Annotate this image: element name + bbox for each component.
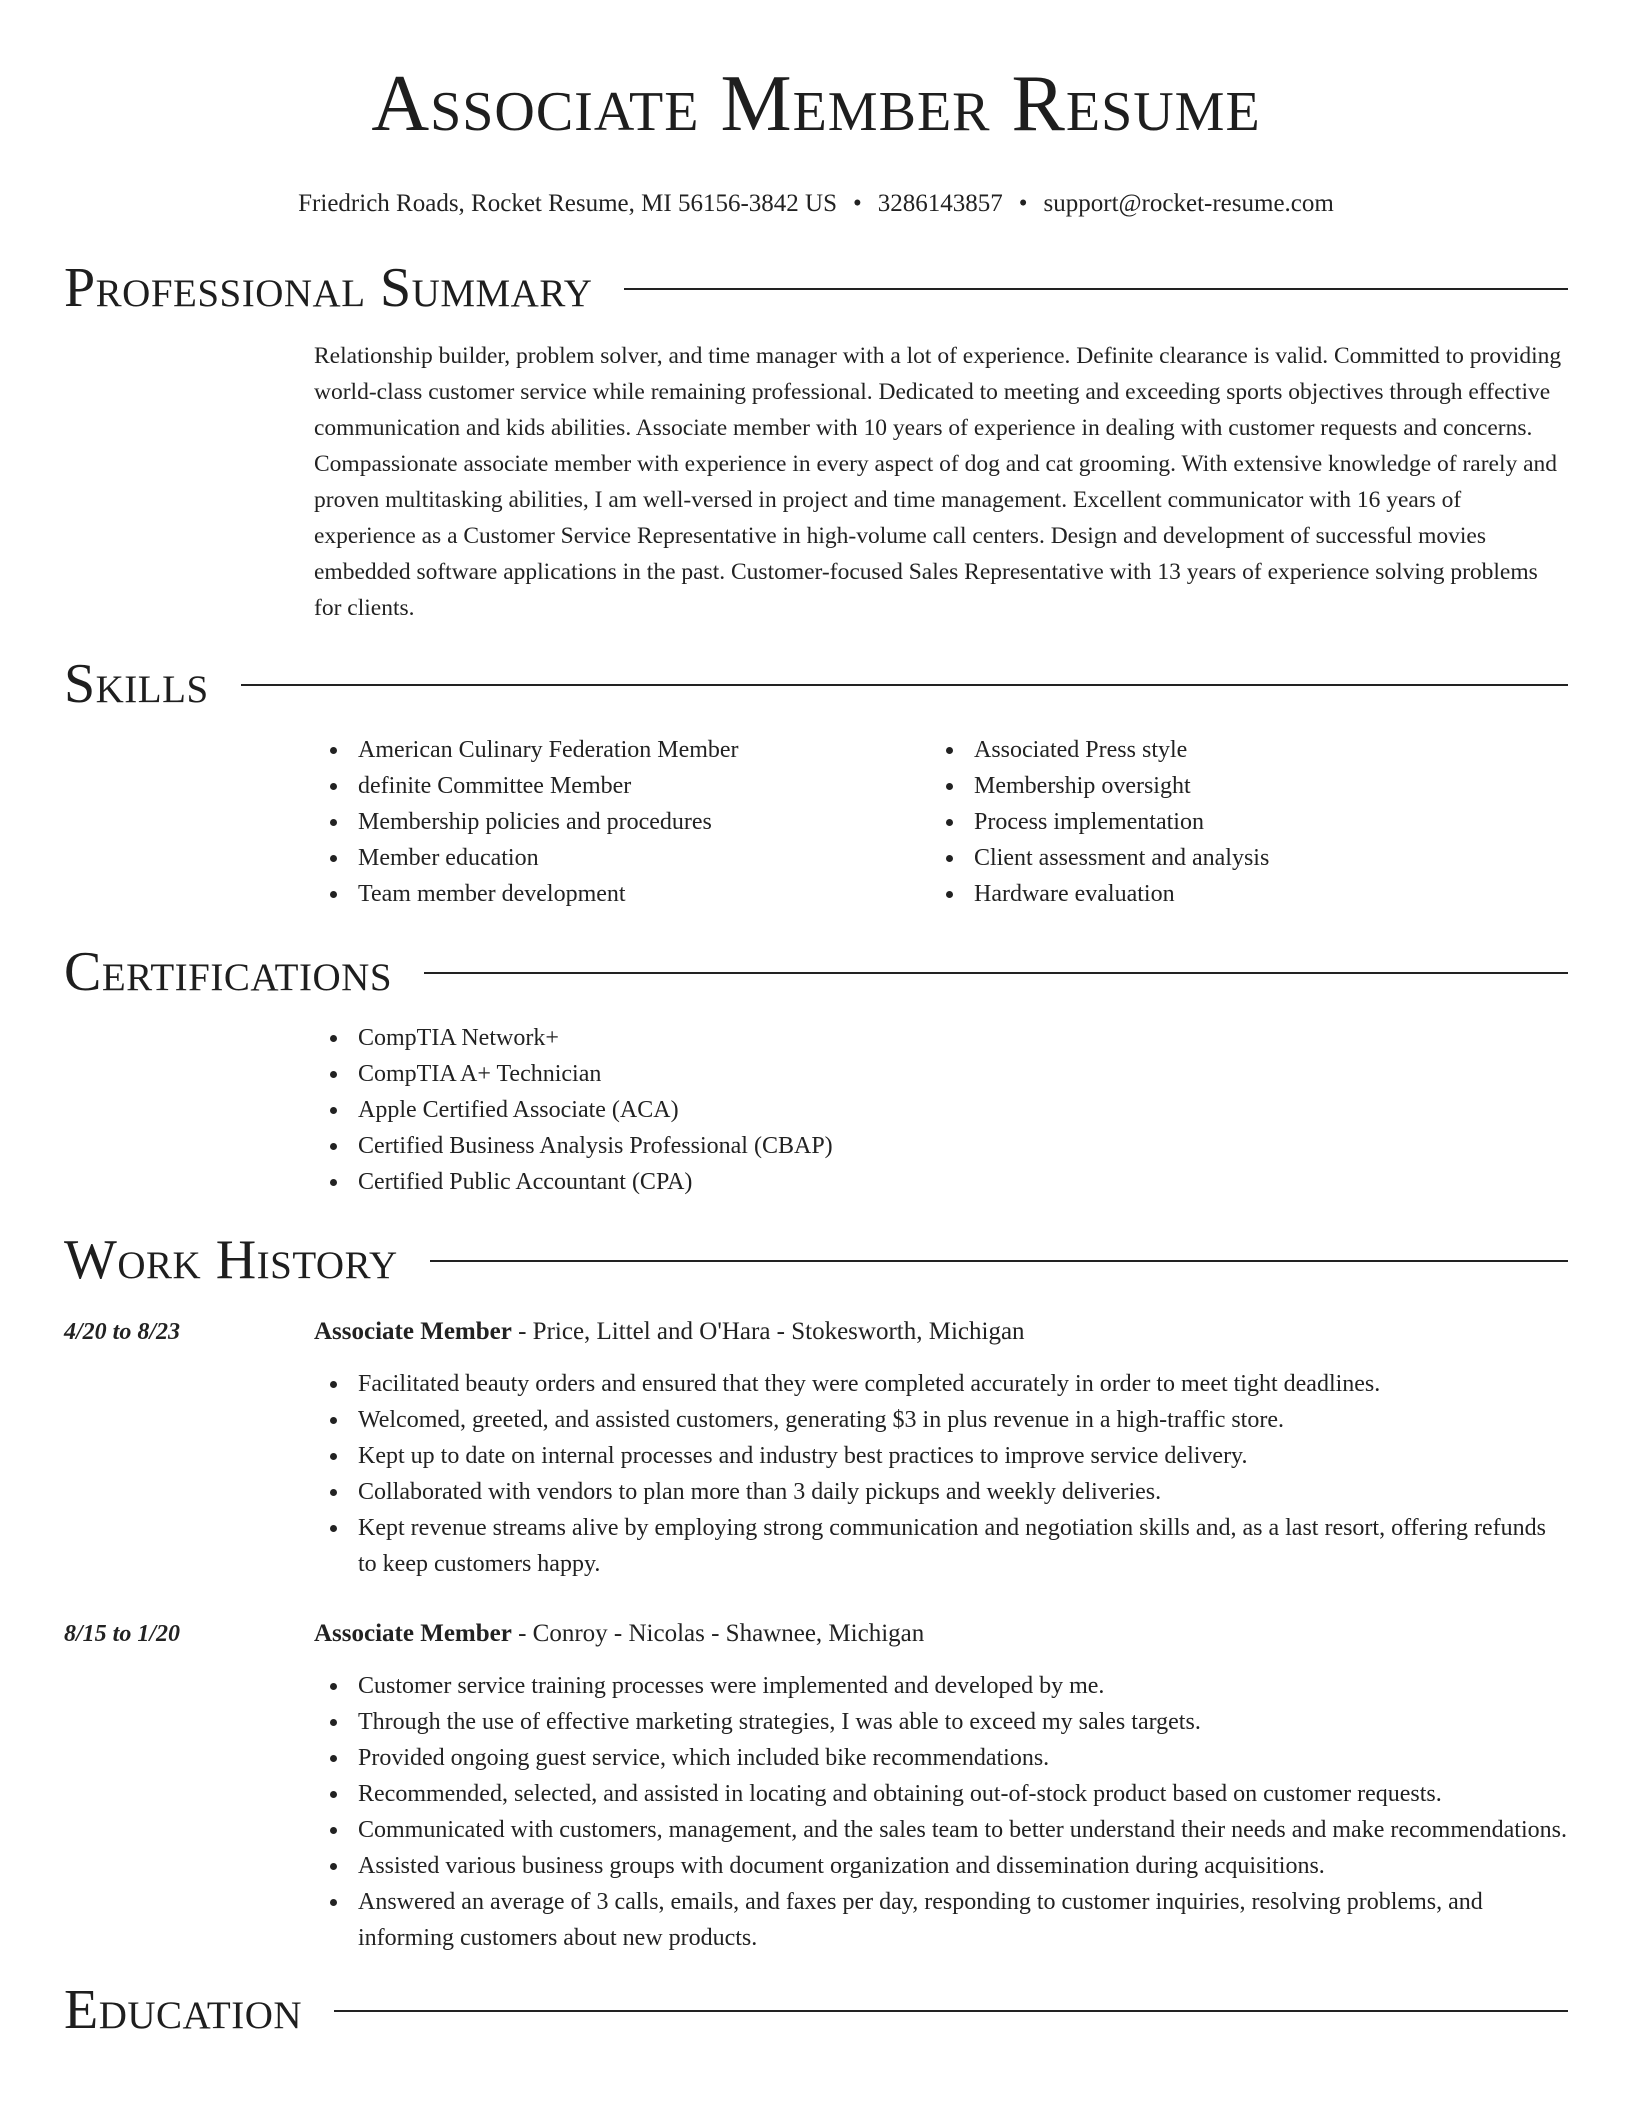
skill-item: Team member development xyxy=(314,876,930,912)
work-section-header xyxy=(64,1230,1568,1290)
job-duty: Kept revenue streams alive by employing strong communication and negotiation skills and, as a last resort, offering refunds to keep customers happy. xyxy=(314,1510,1568,1582)
work-heading: Work History xyxy=(64,1229,398,1291)
skill-item: Client assessment and analysis xyxy=(930,840,1546,876)
job-duty: Customer service training processes were implemented and developed by me. xyxy=(314,1668,1568,1704)
job-content xyxy=(314,1616,1568,1956)
contact-phone: 3286143857 xyxy=(877,190,1003,217)
skill-item: definite Committee Member xyxy=(314,768,930,804)
job-duty: Collaborated with vendors to plan more than 3 daily pickups and weekly deliveries. xyxy=(314,1474,1568,1510)
summary-heading: Professional Summary xyxy=(64,257,593,319)
certification-item: CompTIA Network+ xyxy=(314,1020,1568,1056)
certifications-heading: Certifications xyxy=(64,941,393,1003)
job-title-line xyxy=(314,1314,1568,1350)
skill-item: Associated Press style xyxy=(930,732,1546,768)
skill-item: Hardware evaluation xyxy=(930,876,1546,912)
skill-item: Membership policies and procedures xyxy=(314,804,930,840)
skills-column-right xyxy=(930,732,1546,912)
job-title-line xyxy=(314,1616,1568,1652)
job-duty: Facilitated beauty orders and ensured that they were completed accurately in order to meet tight deadlines. xyxy=(314,1366,1568,1402)
section-divider xyxy=(624,288,1568,290)
section-divider xyxy=(334,2010,1568,2012)
job-employer: - Price, Littel and O'Hara - Stokesworth, Michigan xyxy=(511,1318,1025,1345)
certifications-list xyxy=(314,1020,1568,1200)
contact-separator: • xyxy=(853,190,862,217)
contact-separator: • xyxy=(1018,190,1028,217)
job-duty: Provided ongoing guest service, which included bike recommendations. xyxy=(314,1740,1568,1776)
certification-item: CompTIA A+ Technician xyxy=(314,1056,1568,1092)
job-duty: Welcomed, greeted, and assisted customers, generating $3 in plus revenue in a high-traffic store. xyxy=(314,1402,1568,1438)
skill-item: Process implementation xyxy=(930,804,1546,840)
certification-item: Certified Business Analysis Professional (CBAP) xyxy=(314,1128,1568,1164)
section-divider xyxy=(430,1260,1568,1262)
contact-address: Friedrich Roads, Rocket Resume, MI 56156-3842 US xyxy=(298,190,837,217)
skills-section-header xyxy=(64,654,1568,714)
education-section-header xyxy=(64,1980,1568,2040)
job-duty: Kept up to date on internal processes and industry best practices to improve service delivery. xyxy=(314,1438,1568,1474)
contact-email[interactable]: support@rocket-resume.com xyxy=(1043,190,1334,217)
certification-item: Certified Public Accountant (CPA) xyxy=(314,1164,1568,1200)
job-duty: Through the use of effective marketing strategies, I was able to exceed my sales targets. xyxy=(314,1704,1568,1740)
section-divider xyxy=(241,684,1568,686)
job-title: Associate Member xyxy=(314,1620,512,1647)
job-duties xyxy=(314,1668,1568,1956)
summary-text: Relationship builder, problem solver, and time manager with a lot of experience. Definite clearance is valid. Committed to providing world-class customer service while remaining professional. Dedicated to meeting and exceeding sports objectives through effective communication and kids abilities. Associate member with 10 years of experience in dealing with customer requests and concerns. Compassionate associate member with experience in every aspect of dog and cat grooming. With extensive knowledge of rarely and proven multitasking abilities, I am well-versed in project and time management. Excellent communicator with 16 years of experience as a Customer Service Representative in high-volume call centers. Design and development of successful movies embedded software applications in the past. Customer-focused Sales Representative with 13 years of experience solving problems for clients. xyxy=(314,343,1562,621)
job-duty: Communicated with customers, management, and the sales team to better understand their needs and make recommendations. xyxy=(314,1812,1568,1848)
job-entry xyxy=(64,1616,1568,1956)
job-duty: Assisted various business groups with document organization and dissemination during acquisitions. xyxy=(314,1848,1568,1884)
job-duty: Answered an average of 3 calls, emails, and faxes per day, responding to customer inquiries, resolving problems, and informing customers about new products. xyxy=(314,1884,1568,1956)
job-dates: 8/15 to 1/20 xyxy=(64,1621,181,1647)
job-duties xyxy=(314,1366,1568,1582)
skills-column-left xyxy=(314,732,930,912)
education-heading: Education xyxy=(64,1979,303,2041)
contact-line xyxy=(64,190,1568,218)
job-title: Associate Member xyxy=(314,1318,512,1345)
job-entry xyxy=(64,1314,1568,1582)
skill-item: American Culinary Federation Member xyxy=(314,732,930,768)
skill-item: Membership oversight xyxy=(930,768,1546,804)
certifications-section-header xyxy=(64,942,1568,1002)
job-duty: Recommended, selected, and assisted in locating and obtaining out-of-stock product based on customer requests. xyxy=(314,1776,1568,1812)
work-history xyxy=(64,1314,1568,1956)
section-divider xyxy=(424,972,1568,974)
skill-item: Member education xyxy=(314,840,930,876)
job-dates: 4/20 to 8/23 xyxy=(64,1319,181,1345)
certification-item: Apple Certified Associate (ACA) xyxy=(314,1092,1568,1128)
skills-heading: Skills xyxy=(64,653,209,715)
job-employer: - Conroy - Nicolas - Shawnee, Michigan xyxy=(511,1620,925,1647)
skills-list xyxy=(314,732,1568,912)
resume-name: Associate Member Resume xyxy=(371,60,1261,148)
job-content xyxy=(314,1314,1568,1582)
summary-section-header xyxy=(64,258,1568,318)
